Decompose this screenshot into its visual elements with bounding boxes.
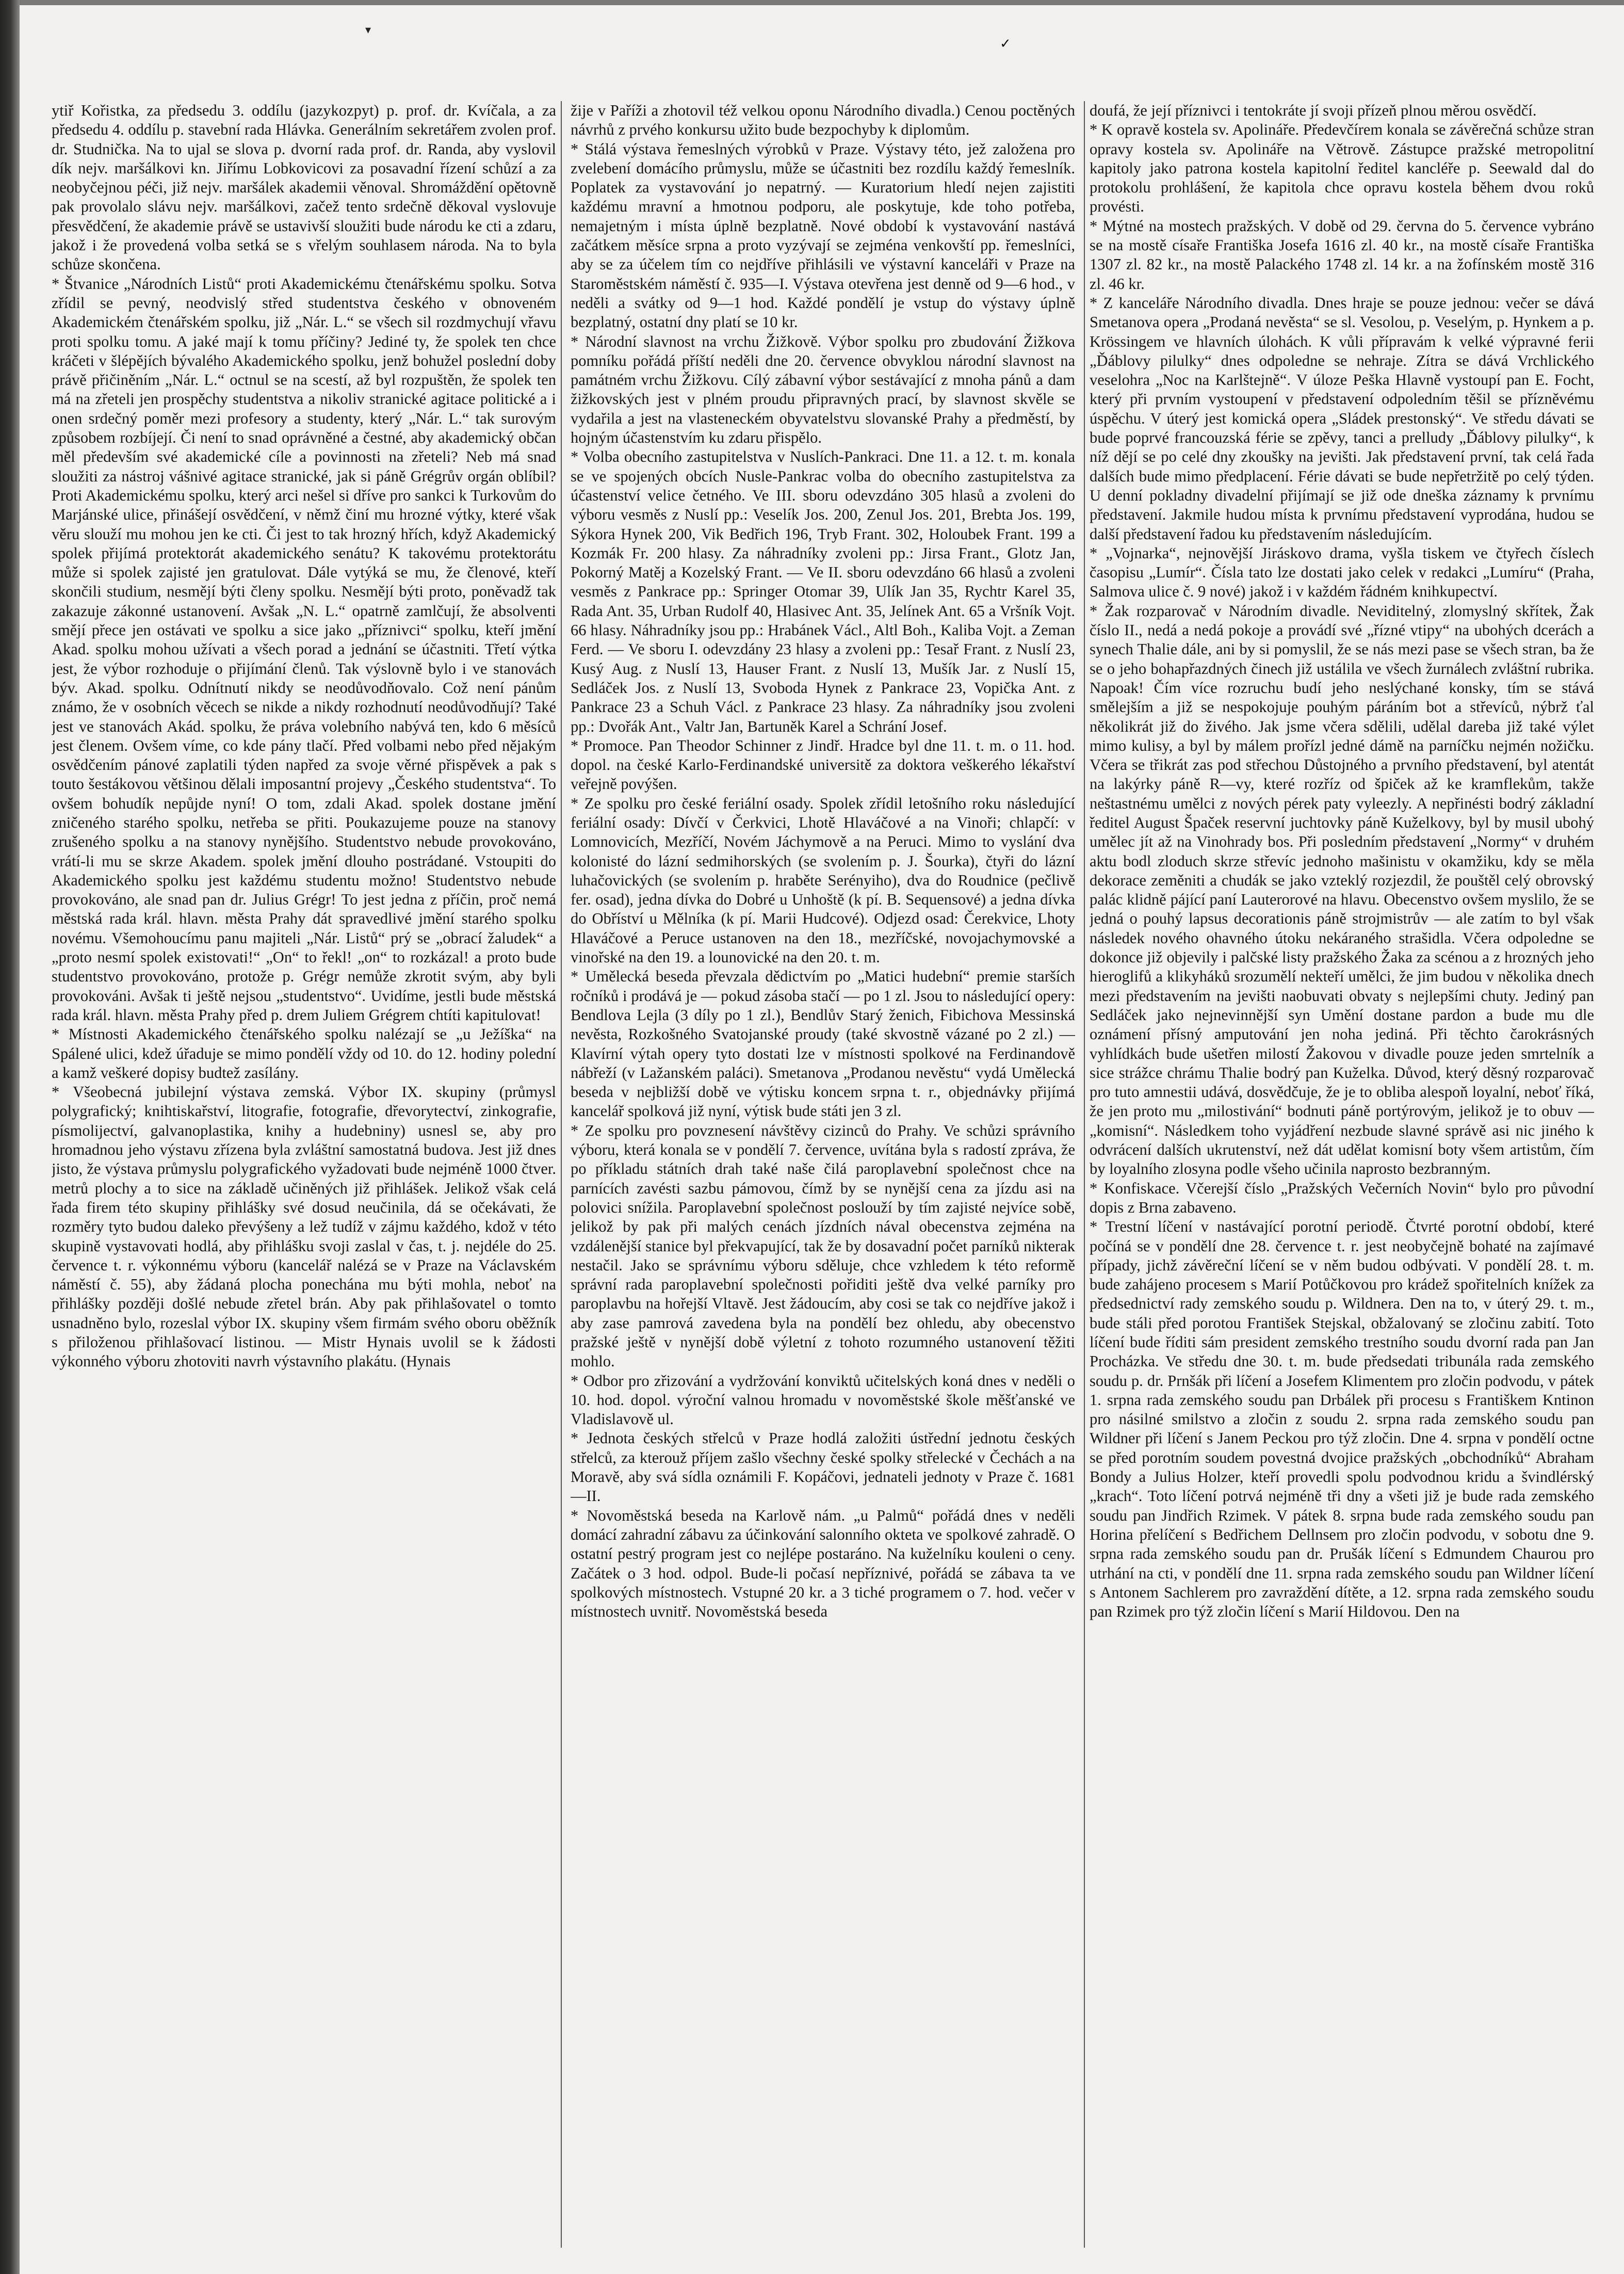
article-paragraph: * Konfiskace. Včerejší číslo „Pražských Večerních Novin“ bylo pro původní dopis z Brna zabaveno. <box>1090 1179 1594 1216</box>
text-columns <box>52 101 1594 2248</box>
article-paragraph: * Všeobecná jubilejní výstava zemská. Výbor IX. skupiny (průmysl polygrafický; knihtiskařství, litografie, fotografie, dřevorytectví, zinkografie, písmolijectví, galvanoplastika, knihy a hudebniny) usnesl se, aby pro hromadnou jeho výstavu zřízena byla zvláštní samostatná budova. Jest již dnes jisto, že výstava průmyslu polygrafického vyžadovati bude nejméně 1000 čtver. metrů plochy a to sice na základě učiněných již přihlášek. Jelikož však celá řada firem této skupiny přihlášky své dosud neučinila, dá se očekávati, že rozměry tyto budou daleko převýšeny a lež tudíž v zájmu každého, kdož v této skupině vystavovati hodlá, aby přihlášku svoji zaslal v čas, t. j. nejdéle do 25. července t. r. výkonnému výboru (kancelář nalézá se v Praze na Václavském náměstí č. 55), aby žádaná plocha ponechána mu býti mohla, neboť na přihlášky později došlé nebude zřetel brán. Aby pak přihlašovatel o tomto usnadněno bylo, rozeslal výbor IX. skupiny všem firmám svého oboru oběžník s přiloženou přihlašovací listinou. — Mistr Hynais uvolil se k žádosti výkonného výboru zhotoviti navrh výstavního plakátu. (Hynais <box>52 1083 556 1370</box>
column-3 <box>1090 101 1594 2248</box>
article-paragraph: * Volba obecního zastupitelstva v Nuslích-Pankraci. Dne 11. a 12. t. m. konala se ve spojených obcích Nusle-Pankrac volba do obecního zastupitelstva za účastenství velice četného. Ve III. sboru odevzdáno 305 hlasů a zvoleni do výboru vesměs z Nuslí pp.: Veselík Jos. 200, Zenul Jos. 201, Brebta Jos. 199, Sýkora Hynek 200, Vik Bedřich 196, Tryb Frant. 302, Holoubek Frant. 199 a Kozmák Fr. 200 hlasy. Za náhradníky zvoleni pp.: Jirsa Frant., Glotz Jan, Pokorný Matěj a Kozelský Frant. — Ve II. sboru odevzdáno 66 hlasů a zvoleni vesměs z Pankrace pp.: Springer Otomar 39, Ulík Jan 35, Rychtr Karel 35, Rada Ant. 35, Urban Rudolf 40, Hlasivec Ant. 35, Jelínek Ant. 65 a Vršník Vojt. 66 hlasy. Náhradníky jsou pp.: Hrabánek Václ., Altl Boh., Kaliba Vojt. a Zeman Ferd. — Ve sboru I. odevzdány 23 hlasy a zvoleni pp.: Tesař Frant. z Nuslí 23, Kusý Aug. z Nuslí 13, Hauser Frant. z Nuslí 13, Mušík Jar. z Nuslí 15, Sedláček Jos. z Nuslí 13, Svoboda Hynek z Pankrace 23, Vopička Ant. z Pankrace 23 a Schuh Václ. z Pankrace 23 hlasy. Za náhradníky jsou zvoleni pp.: Dvořák Ant., Valtr Jan, Bartuněk Karel a Schrání Josef. <box>571 448 1075 735</box>
article-paragraph: * Štvanice „Národních Listů“ proti Akademickému čtenářskému spolku. Sotva zřídil se pevný, neodvislý střed studentstva českého v obnoveném Akademickém čtenářském spolku, již „Nár. L.“ se všech sil rozdmychují vřavu proti spolku tomu. A jaké mají k tomu příčiny? Jediné ty, že spolek ten chce kráčeti v šlépějích bývalého Akademického spolku, jenž bohužel poslední doby právě přičiněním „Nár. L.“ octnul se na scestí, až byl rozpuštěn, že spolek ten má na zřeteli jen prospěchy studentstva a nikoliv stranické agitace politické a i onen srdečný poměr mezi profesory a studenty, který „Nár. L.“ tak surovým způsobem rozbíjejí. Či není to snad oprávněné a čestné, aby akademický občan měl především své akademické cíle a povinnosti na zřeteli? Neb má snad sloužiti za nástroj vášnivé agitace stranické, jak si páně Grégrův orgán oblíbil? Proti Akademickému spolku, který arci nešel si dříve pro sankci k Turkovům do Marjánské ulice, přinášejí osvědčení, v němž činí mu hrozné výtky, které však věru slouží mu mohou jen ke cti. Či jest to tak hrozný hřích, když Akademický spolek přijímá protektorát akademického senátu? K takovému protektorátu může si spolek zajisté jen gratulovat. Dále vytýká se mu, že členové, kteří skončili studium, nesmějí býti členy spolku. Nesmějí býti proto, poněvadž tak zakazuje zákonné ustanovení. Avšak „N. L.“ opatrně zamlčují, že absolventi smějí přece jen ostávati ve spolku a sice jako „příznivci“ spolku, kteří jmění Akad. spolku mohou užívati a všech porad a jednání se účastniti. Třetí výtka jest, že výbor rozhoduje o přijímání členů. Tak výslovně bylo i ve stanovách býv. Akad. spolku. Odnítnutí nikdy se neodůvodňovalo. Což není pánům známo, že v osobních věcech se nikde a nikdy rozhodnutí neodůvodňují? Také jest ve stanovách Akád. spolku, že práva volebního nabývá ten, kdo 6 měsíců jest členem. Ovšem víme, co kde pány tlačí. Před volbami nebo před nějakým osvědčením pánové zaplatili týden napřed za svoje věrné přispěvek a pak s touto šestákovou většinou dělali imposantní projevy „Českého studentstva“. To ovšem bohudík nepůjde nyní! O tom, zdali Akad. spolek dostane jmění zničeného starého spolku, netřeba se přiti. Poukazujeme pouze na stanovy zrušeného spolku a na stanovy nynějšího. Studentstvo nebude provokováno, vrátí-li mu se skrze Akadem. spolek jmění dlouho postrádané. Vstoupiti do Akademického spolku jest každému studentu možno! Studentstvo nebude provokováno, ale snad pan dr. Julius Grégr! To jest jedna z příčin, proč nemá městská rada král. hlavn. města Prahy dát spravedlivé jmění starého spolku novému. Všemohoucímu panu majiteli „Nár. Listů“ prý se „obrací žaludek“ a „proto nesmí spolek existovati!“ „On“ to řekl! „on“ to rozkázal! a proto bude studentstvo provokováno, protože p. Grégr nemůže zkrotit svým, aby byli provokováni. Avšak ti ještě nejsou „studentstvo“. Uvidíme, jestli bude městská rada král. hlavn. města Prahy před p. drem Juliem Grégrem chtíti kapitulovat! <box>52 275 556 1024</box>
article-paragraph: * Jednota českých střelců v Praze hodlá založiti ústřední jednotu českých střelců, za kterouž příjem zašlo všechny české spolky střelecké v Čechách a na Moravě, aby svá sídla oznámili F. Kopáčovi, jednateli jednoty v Praze č. 1681—II. <box>571 1429 1075 1505</box>
article-paragraph: doufá, že její příznivci i tentokráte jí svoji přízeň plnou měrou osvědčí. <box>1090 102 1537 119</box>
article-paragraph: žije v Paříži a zhotovil též velkou oponu Národního divadla.) Cenou poctěných návrhů z prvého konkursu užito bude bezpochyby k diplomům. <box>571 102 1075 139</box>
article-paragraph: * Promoce. Pan Theodor Schinner z Jindř. Hradce byl dne 11. t. m. o 11. hod. dopol. na české Karlo-Ferdinandské universitě za doktora veškerého lékařství veřejně povýšen. <box>571 736 1075 793</box>
column-2 <box>571 101 1075 2248</box>
article-paragraph: * Místnosti Akademického čtenářského spolku nalézají se „u Ježíška“ na Spálené ulici, kdež úřaduje se mimo pondělí vždy od 10. do 12. hodiny polední a kamž veškeré dopisy budtež zasílány. <box>52 1025 556 1082</box>
article-paragraph: * Stálá výstava řemeslných výrobků v Praze. Výstavy této, jež založena pro zvelebení domácího průmyslu, může se účastniti bez rozdílu každý řemeslník. Poplatek za vystavování jo nepatrný. — Kuratorium hledí nejen zajistiti každému mravní a hmotnou podporu, ale poskytuje, kde toho potřeba, nemajetným i místa úplně bezplatně. Nové období k vystavování nastává začátkem měsíce srpna a proto vyzývají se zejména venkovští pp. řemeslníci, aby se za účelem tím co nejdříve přihlásili ve výstavní kanceláři v Praze na Staroměstském náměstí č. 935—I. Výstava otevřena jest denně od 9—6 hod., v neděli a svátky od 9—1 hod. Každé pondělí je vstup do výstavy úplně bezplatný, ostatní dny platí se 10 kr. <box>571 140 1075 331</box>
article-paragraph: ytiř Kořistka, za předsedu 3. oddílu (jazykozpyt) p. prof. dr. Kvíčala, a za předsedu 4. oddílu p. stavební rada Hlávka. Generálním sekretářem zvolen prof. dr. Studnička. Na to ujal se slova p. dvorní rada prof. dr. Randa, aby vyslovil dík nejv. maršálkovi kn. Jiřímu Lobkovicovi za posavadní řízení schůzí a za neobyčejnou péči, již nejv. maršálek akademii věnoval. Shromáždění opětovně pak provolalo slávu nejv. maršálkovi, začež tento srdečně děkoval vyslovuje přesvědčení, že akademie právě se ustavivší sloužiti bude národu ke cti a zdaru, jakož i že provedená volba setká se s vřelým souhlasem národa. Na to byla schůze skončena. <box>52 102 556 273</box>
scan-left-edge <box>0 0 20 2274</box>
article-paragraph: * Z kanceláře Národního divadla. Dnes hraje se pouze jednou: večer se dává Smetanova opera „Prodaná nevěsta“ se sl. Vesolou, p. Veselým, p. Hynkem a p. Krössingem ve hlavních úlohách. K vůli přípravám k velké výpravné ferii „Ďáblovy pilulky“ dnes odpoledne se nehraje. Zítra se dává Vrchlického veselohra „Noc na Karlštejně“. V úloze Peška Hlavně vystoupí pan E. Focht, který při prvním vystoupení v představení odpoledním těšil se přízněvému úspěchu. V úterý jest komická opera „Sládek prestonský“. Ve středu dávati se bude poprvé francouzská férie se zpěvy, tanci a prelludy „Ďáblovy pilulky“, k níž dějí se po celé dny zkoušky na jevišti. Jak představení první, tak celá řada dalších bude mimo předplacení. Férie dávati se bude nepřetržitě po celý týden. U denní pokladny divadelní přijímají se již ode dneška záznamy k prvnímu představení. Jakmile hudou místa k prvnímu představení vyprodána, hudou se další představení řadou ku představením následujícím. <box>1090 294 1594 543</box>
article-paragraph: * Národní slavnost na vrchu Žižkově. Výbor spolku pro zbudování Žižkova pomníku pořádá příští neděli dne 20. července obvyklou národní slavnost na památném vrchu Žižkovu. Cílý zábavní výbor sestávající z mnoha pánů a dam žižkovských jest v plném proudu připravných prací, by slavnost skvěle se vydařila a jest na vlasteneckém obyvatelstvu slovanské Prahy a předměstí, by hojným účastenstvím ku zdaru přispělo. <box>571 332 1075 447</box>
article-paragraph: * Odbor pro zřizování a vydržování konviktů učitelských koná dnes v neděli o 10. hod. dopol. výroční valnou hromadu v novoměstské škole měšťanské ve Vladislavově ul. <box>571 1372 1075 1428</box>
top-ink-mark: ✓ <box>1000 36 1011 52</box>
article-paragraph: * K opravě kostela sv. Apolináře. Předevčírem konala se závěrečná schůze stran opravy kostela sv. Apolináře na Větrově. Zástupce pražské metropolitní kapitoly jako patrona kostela kapitolní ředitel kancléře p. Seewald dal do protokolu prohlášení, že kapitola chce opravu kostela během dvou roků provésti. <box>1090 121 1594 216</box>
article-paragraph: * Novoměstská beseda na Karlově nám. „u Palmů“ pořádá dnes v neděli domácí zahradní zábavu za účinkování salonního okteta ve spolkové zahradě. O ostatní pestrý program jest co nejlépe postaráno. Na kuželníku kouleni o ceny. Začátek o 3 hod. odpol. Bude-li počasí nepříznivé, pořádá se zábava ta ve spolkových místnostech. Vstupné 20 kr. a 3 tiché programem o 7. hod. večer v místnostech uvnitř. Novoměstská beseda <box>571 1506 1075 1621</box>
article-paragraph: * Ze spolku pro povznesení návštěvy cizinců do Prahy. Ve schůzi správního výboru, která konala se v pondělí 7. července, uvítána byla s radostí zpráva, že po příkladu státních drah také naše čilá paroplavební společnost chce na parnících zavésti sazbu pámovou, čímž by se nynější cena za jízdu asi na polovici snížila. Paroplavební společnost poslouží by tím zajisté nejvíce sobě, jelikož by pak při malých cenách jízdních nával obecenstva zejména na vzdálenější stanice byl překvapující, tak že by dosavadní počet parníků nikterak nestačil. Jako se správnímu výboru sděluje, chce vzhledem k této reformě správní rada paroplavební společnosti pořiditi ještě dva velké parníky pro paroplavbu na hořejší Vltavě. Jest žádoucím, aby cosi se tak co nejdříve jakož i aby zase pamrová zavedena byla na pondělí bez ohledu, aby obecenstvo pražské ještě v nynější době výletní z tohoto rozumného ustanovení těžiti mohlo. <box>571 1121 1075 1370</box>
article-paragraph: * „Vojnarka“, nejnovější Jiráskovo drama, vyšla tiskem ve čtyřech číslech časopisu „Lumír“. Čísla tato lze dostati jako celek v redakci „Lumíru“ (Praha, Salmova ulice č. 9 nové) jakož i v každém řádném knihkupectví. <box>1090 544 1594 601</box>
article-paragraph: * Ze spolku pro české feriální osady. Spolek zřídil letošního roku následující feriální osady: Dívčí v Čerkvici, Lhotě Hlaváčové a na Vinoři; chlapčí: v Lomnovicích, Mezříčí, Novém Jáchymově a na Peruci. Mimo to vyslání dva kolonisté do lázní sedmihorských (se svolením p. J. Šourka), čtyři do lázní luhačovických (se svolením p. hraběte Serényiho), dva do Roudnice (pečlivě fer. osad), jedna dívka do Dobré u Unhoště (k pí. B. Sequensové) a jedna dívka do Obříství u Mělníka (k pí. Marii Hudcové). Odjezd osad: Čerekvice, Lhoty Hlaváčové a Peruce ustanoven na den 18., mezříčské, novojachymovské a vinořské na den 19. a lounovické na den 20. t. m. <box>571 794 1075 966</box>
column-1 <box>52 101 556 2248</box>
top-tick-mark: ▾ <box>365 24 371 37</box>
article-paragraph: * Trestní líčení v nastávající porotní periodě. Čtvrté porotní období, které počíná se v pondělí dne 28. července t. r. jest neobyčejně bohaté na zajímavé případy, jichž závěreční líčení se v něm budou odbývati. V pondělí 28. t. m. bude zahájeno procesem s Marií Potůčkovou pro krádež spořitelních knížek za předsednictví rady zemského soudu p. Wildnera. Den na to, v úterý 29. t. m., bude stáli před porotou František Stejskal, obžalovaný se zločinu zabití. Toto líčení bude říditi sám president zemského trestního soudu dvorní rada pan Jan Procházka. Ve středu dne 30. t. m. bude předsedati tribunála rada zemského soudu p. dr. Prnšák při líčení a Josefem Klimentem pro zločin podvodu, v pátek 1. srpna rada zemského soudu pan Drbálek při procesu s Františkem Kntinon pro násilné smilstvo a zločin z soudu 2. srpna rada zemského soudu pan Wildner při líčení s Janem Peckou pro týž zločin. Dne 4. srpna v pondělí octne se před porotním soudem povestná dvojice pražských „obchodníků“ Abraham Bondy a Julius Holzer, kteří provedli spolu podvodnou kridu a švindlérský „krach“. Toto líčení potrvá nejméně tři dny a všeti již je bude rada zemského soudu pan Jindřich Rzimek. V pátek 8. srpna bude rada zemského soudu pan Horina přelíčení s Bedřichem Dellnsem pro zločin podvodu, v sobotu dne 9. srpna rada zemského soudu pan dr. Prušák líčení s Edmundem Chaurou pro utrhání na cti, v pondělí dne 11. srpna rada zemského soudu pan Wildner líčení s Antonem Sachlerem pro zavraždění dítěte, a 12. srpna rada zemského soudu pan Rzimek pro týž zločin líčení s Marií Hildovou. Den na <box>1090 1218 1594 1621</box>
article-paragraph: * Žak rozparovač v Národním divadle. Neviditelný, zlomyslný skřítek, Žak číslo II., nedá a nedá pokoje a provádí své „řízné vtipy“ na ubohých dcerách a synech Thalie dále, ani by si pomyslil, že se nás mezi pase se všech stran, ba že se o jeho bohapřazdných činech již ustálila ve všech žurnálech zvláštní rubrika. Napoak! Čím více rozruchu budí jeho neslýchané konsky, tím se stává smělejším a již se nespokojuje pouhým páráním bot a střevíců, nýbrž ťal několikrát již do živého. Jak jsme včera sdělili, udělal dareba již také výlet mimo kulisy, a byl by málem prořízl jedné dámě na parníčku nejmén nožičku. Včera se třikrát zas pod střechou Důstojného a prvního představení, byl atentát na lakýrky páně R—vy, které rozříz od špiček až ke kramflekům, takže neštastnému umělci z nových pérek paty vyleezly. A nepřinésti bodrý základní ředitel August Špaček reservní juchtovky páně Kuželkovy, byl by musil ubohý umělec jít až na Vinohrady bos. Při posledním představení „Normy“ v druhém aktu bodl zloduch skrze střevíc jednoho mašinistu v okamžiku, kdy se měla dekorace zeměniti a chudák se jako vzteklý rozjezdil, že pouštěl celý obrovský palác klidně pájící paní Lauterorové na hlavu. Obecenstvo ovšem myslilo, že se jedná o pouhý lapsus decorationis páně strojmistrův — ale zatím to byl však následek nového ohavného útoku nekáraného strašidla. Včera odpoledne se dokonce již objevily i palčské listy pražského Žaka za scénou a z hrozných jeho hieroglifů a klikyháků srozumělí nekteří umělci, že jim budou v několika dnech mezi představením na jevišti naobuvati obvaty s nejlepšími chuty. Jediný pan Sedláček jako nejnevinnější syn Umění dostane pardon a bude mu dle oznámení přísný amputování jen noha jediná. Při těchto čarokrásných vyhlídkách bude ušetřen milostí Žakovou v divadle pouze jeden smrtelník a sice strážce chrámu Thalie bodrý pan Kuželka. Důvod, který děsný rozparovač pro tuto amnestii udává, dosvědčuje, že je to obliba alespoň loyalní, neboť říká, že jen proto mu „milostivání“ bodnuti páně portýrovým, jelikož je to obuv — „komisní“. Následkem toho vyjádření nezbude slavné správě asi nic jiného k odvrácení dalších ukrutenství, než dát udělat komisní boty všem artistům, čím by loyalního zlosyna podle všeho učinila naprosto bezbranným. <box>1090 602 1594 1178</box>
article-paragraph: * Umělecká beseda převzala dědictvím po „Matici hudební“ premie starších ročníků i prodává je — pokud zásoba stačí — po 1 zl. Jsou to následující opery: Bendlova Lejla (3 díly po 1 zl.), Bendlův Starý ženich, Fibichova Messinská nevěsta, Rozkošného Svatojanské proudy (také skvostně vázané po 2 zl.) — Klavírní výtah opery tyto dostati lze v místnosti spolkové na Ferdinandově nábřeží (v Lažanském paláci). Smetanova „Prodanou nevěstu“ vydá Umělecká beseda v nejbližší době ve výtisku koncem srpna t. r., objednávky přijímá kancelář spolková již nyní, výtisk bude státi jen 3 zl. <box>571 967 1075 1120</box>
article-paragraph: * Mýtné na mostech pražských. V době od 29. června do 5. července vybráno se na mostě císaře Františka Josefa 1616 zl. 40 kr., na mostě císaře Františka 1307 zl. 82 kr., na mostě Palackého 1748 zl. 14 kr. a na žofínském mostě 316 zl. 46 kr. <box>1090 217 1594 293</box>
scan-top-edge <box>0 0 1624 5</box>
